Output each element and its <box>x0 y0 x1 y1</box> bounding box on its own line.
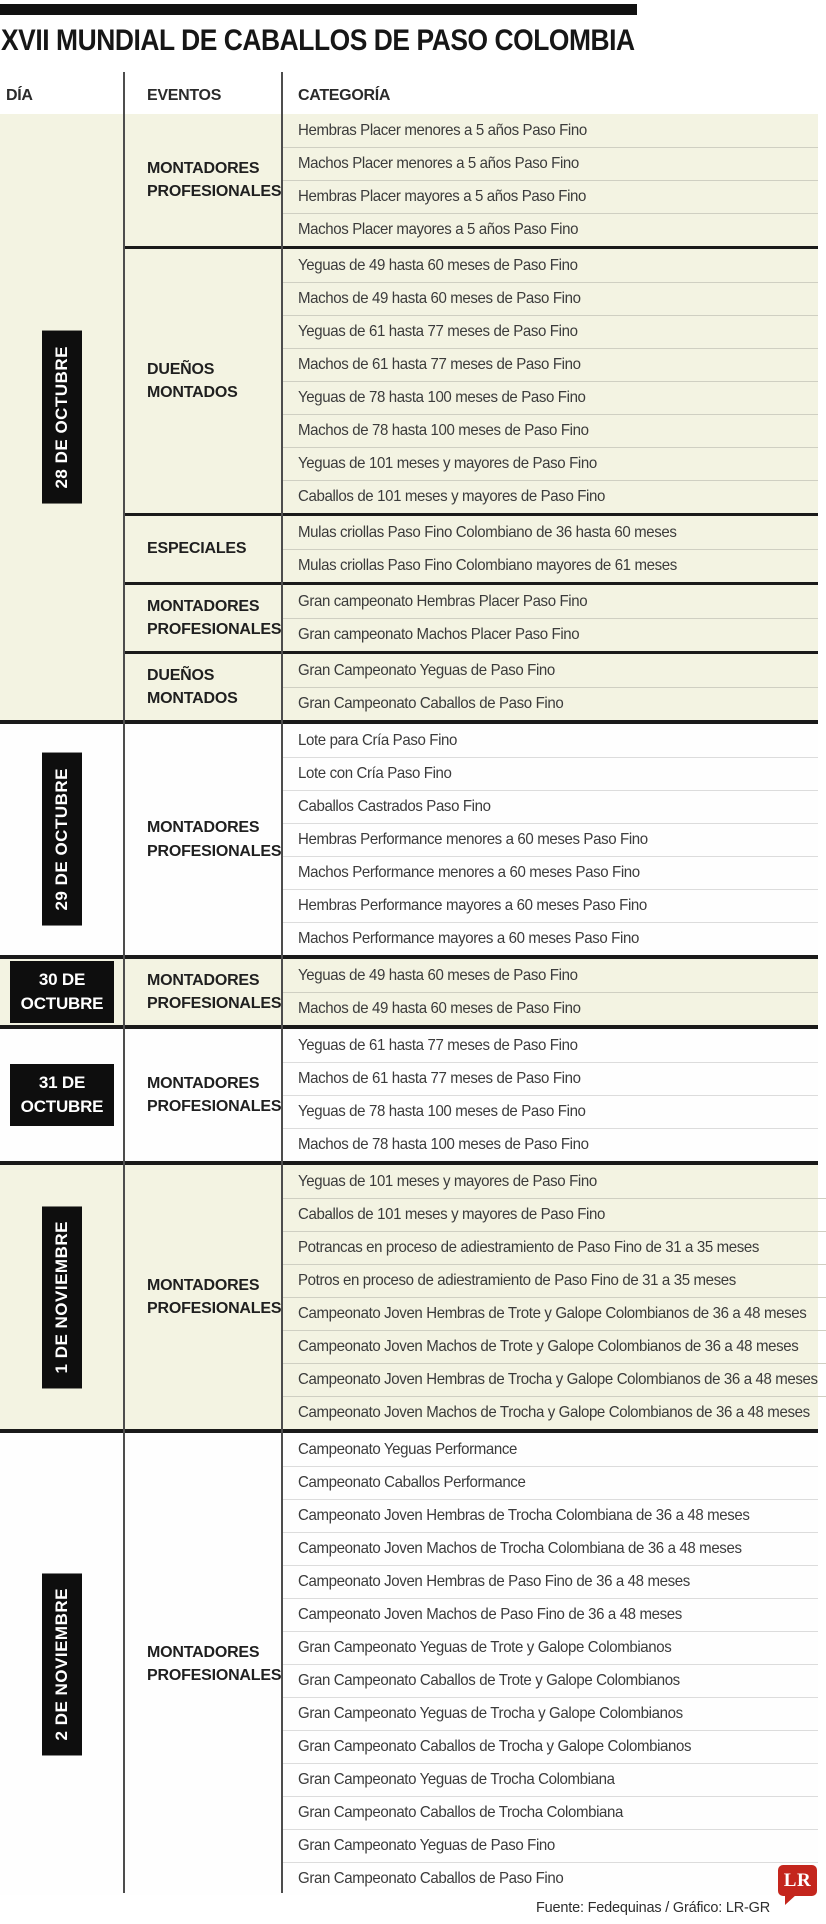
event-label: MONTADORES PROFESIONALES <box>147 1276 282 1317</box>
category-row <box>282 790 818 823</box>
category-row <box>282 414 818 447</box>
category-label: Hembras Performance mayores a 60 meses Paso Fino <box>298 897 647 914</box>
column-divider-events-category <box>281 72 283 1893</box>
category-label: Gran Campeonato Yeguas de Trocha Colombiana <box>298 1771 615 1788</box>
category-row <box>282 381 818 414</box>
category-label: Campeonato Joven Machos de Paso Fino de 36 a 48 meses <box>298 1606 682 1623</box>
category-label: Campeonato Joven Hembras de Paso Fino de 36 a 48 meses <box>298 1573 690 1590</box>
event-label: DUEÑOS MONTADOS <box>147 666 238 707</box>
event-label: MONTADORES PROFESIONALES <box>147 819 282 860</box>
category-row <box>282 180 818 213</box>
category-label: Campeonato Joven Machos de Trote y Galope Colombianos de 36 a 48 meses <box>298 1338 799 1355</box>
category-row <box>282 1363 826 1396</box>
event-cell <box>124 1029 282 1161</box>
category-label: Gran Campeonato Caballos de Trote y Galope Colombianos <box>298 1672 680 1689</box>
category-row <box>282 823 818 856</box>
category-row <box>282 1862 818 1895</box>
day-box <box>10 961 114 1023</box>
category-row <box>282 1466 818 1499</box>
category-label: Hembras Placer mayores a 5 años Paso Fino <box>298 188 587 205</box>
category-row <box>282 114 818 147</box>
category-list <box>282 114 818 246</box>
category-label: Yeguas de 61 hasta 77 meses de Paso Fino <box>298 323 578 340</box>
section-groups <box>124 724 818 955</box>
category-label: Machos de 61 hasta 77 meses de Paso Fino <box>298 1070 581 1087</box>
category-label: Caballos Castrados Paso Fino <box>298 798 491 815</box>
category-row <box>282 1697 818 1730</box>
category-list <box>282 1165 826 1429</box>
category-row <box>282 1631 818 1664</box>
category-row <box>282 1565 818 1598</box>
event-label: MONTADORES PROFESIONALES <box>147 1074 282 1115</box>
day-cell <box>0 1165 124 1429</box>
category-label: Gran Campeonato Caballos de Paso Fino <box>298 695 564 712</box>
category-row <box>282 1029 818 1062</box>
lr-logo <box>778 1865 817 1896</box>
day-cell <box>0 114 124 720</box>
category-row <box>282 654 818 687</box>
event-cell <box>124 959 282 1025</box>
infographic <box>0 4 826 1924</box>
source-credit: Fuente: Fedequinas / Gráfico: LR-GR <box>536 1900 770 1916</box>
day-label: 30 DE OCTUBRE <box>20 970 104 1013</box>
category-label: Yeguas de 101 meses y mayores de Paso Fino <box>298 455 597 472</box>
category-label: Lote con Cría Paso Fino <box>298 765 452 782</box>
category-row <box>282 992 818 1025</box>
event-group <box>124 246 818 513</box>
category-row <box>282 1062 818 1095</box>
event-cell <box>124 516 282 582</box>
category-label: Hembras Placer menores a 5 años Paso Fino <box>298 121 587 139</box>
event-group <box>124 651 818 720</box>
column-divider-day-events <box>123 72 125 1893</box>
category-label: Potrancas en proceso de adiestramiento de Paso Fino de 31 a 35 meses <box>298 1239 760 1256</box>
event-label: MONTADORES PROFESIONALES <box>147 1643 282 1684</box>
category-row <box>282 1264 826 1297</box>
category-list <box>282 1433 818 1895</box>
day-cell <box>0 1433 124 1895</box>
category-row <box>282 249 818 282</box>
category-list <box>282 654 818 720</box>
category-row <box>282 1128 818 1161</box>
day-box <box>42 331 82 504</box>
category-label: Yeguas de 61 hasta 77 meses de Paso Fino <box>298 1036 578 1054</box>
category-row <box>282 1297 826 1330</box>
section-groups <box>124 959 818 1025</box>
category-label: Hembras Performance menores a 60 meses Paso Fino <box>298 831 648 848</box>
category-list <box>282 1029 818 1161</box>
category-row <box>282 348 818 381</box>
event-group <box>124 1165 826 1429</box>
category-row <box>282 480 818 513</box>
day-box <box>42 1206 82 1388</box>
category-row <box>282 147 818 180</box>
category-row <box>282 1095 818 1128</box>
category-label: Campeonato Caballos Performance <box>298 1474 526 1491</box>
day-box <box>42 753 82 926</box>
category-list <box>282 724 818 955</box>
day-box <box>10 1064 114 1126</box>
category-list <box>282 959 818 1025</box>
category-row <box>282 1532 818 1565</box>
category-label: Mulas criollas Paso Fino Colombiano de 36 hasta 60 meses <box>298 523 677 541</box>
category-label: Machos de 49 hasta 60 meses de Paso Fino <box>298 290 581 307</box>
day-cell <box>0 959 124 1025</box>
category-list <box>282 585 818 651</box>
event-group <box>124 724 818 955</box>
category-row <box>282 1433 818 1466</box>
category-label: Machos Placer menores a 5 años Paso Fino <box>298 155 579 172</box>
lr-logo-text: LR <box>783 1869 812 1891</box>
day-cell <box>0 724 124 955</box>
event-cell <box>124 1433 282 1895</box>
category-row <box>282 1796 818 1829</box>
column-header-category: CATEGORÍA <box>298 87 391 104</box>
category-label: Yeguas de 49 hasta 60 meses de Paso Fino <box>298 256 578 274</box>
category-label: Potros en proceso de adiestramiento de Paso Fino de 31 a 35 meses <box>298 1272 736 1289</box>
category-label: Machos de 49 hasta 60 meses de Paso Fino <box>298 1000 581 1017</box>
event-group <box>124 114 818 246</box>
category-label: Lote para Cría Paso Fino <box>298 731 458 749</box>
category-label: Gran campeonato Machos Placer Paso Fino <box>298 626 580 643</box>
section-groups <box>124 1433 818 1895</box>
category-label: Gran Campeonato Yeguas de Trote y Galope Colombianos <box>298 1639 672 1656</box>
section-groups <box>124 114 818 720</box>
event-cell <box>124 114 282 246</box>
page-title <box>1 22 826 60</box>
event-label: MONTADORES PROFESIONALES <box>147 159 282 200</box>
title-bar <box>0 4 637 15</box>
event-label: DUEÑOS MONTADOS <box>147 360 238 401</box>
category-label: Gran Campeonato Caballos de Trocha Colombiana <box>298 1804 624 1821</box>
event-group <box>124 1029 818 1161</box>
event-cell <box>124 249 282 513</box>
category-label: Machos de 78 hasta 100 meses de Paso Fino <box>298 422 589 439</box>
category-list <box>282 249 818 513</box>
event-cell <box>124 654 282 720</box>
category-row <box>282 1499 818 1532</box>
category-row <box>282 282 818 315</box>
category-label: Campeonato Joven Hembras de Trocha Colombiana de 36 a 48 meses <box>298 1507 750 1524</box>
section-groups <box>124 1165 826 1429</box>
category-row <box>282 1829 818 1862</box>
category-row <box>282 922 818 955</box>
column-header-events: EVENTOS <box>147 87 222 104</box>
category-row <box>282 516 818 549</box>
category-label: Machos Performance mayores a 60 meses Paso Fino <box>298 930 639 947</box>
event-label: ESPECIALES <box>147 540 247 558</box>
category-row <box>282 1763 818 1796</box>
category-row <box>282 687 818 720</box>
category-label: Yeguas de 78 hasta 100 meses de Paso Fino <box>298 1103 586 1120</box>
category-row <box>282 724 818 757</box>
category-label: Machos de 61 hasta 77 meses de Paso Fino <box>298 356 581 373</box>
category-label: Machos de 78 hasta 100 meses de Paso Fino <box>298 1136 589 1153</box>
category-row <box>282 1396 826 1429</box>
event-group <box>124 1433 818 1895</box>
category-label: Gran campeonato Hembras Placer Paso Fino <box>298 592 588 610</box>
event-label: MONTADORES PROFESIONALES <box>147 971 282 1012</box>
category-label: Gran Campeonato Yeguas de Paso Fino <box>298 661 555 679</box>
category-row <box>282 1198 826 1231</box>
category-label: Yeguas de 78 hasta 100 meses de Paso Fino <box>298 389 586 406</box>
category-row <box>282 889 818 922</box>
category-label: Mulas criollas Paso Fino Colombiano mayores de 61 meses <box>298 557 677 574</box>
category-label: Campeonato Joven Hembras de Trocha y Galope Colombianos de 36 a 48 meses <box>298 1371 818 1388</box>
day-label: 2 DE NOVIEMBRE <box>52 1587 71 1741</box>
category-label: Gran Campeonato Yeguas de Trocha y Galope Colombianos <box>298 1705 683 1722</box>
event-group <box>124 959 818 1025</box>
event-cell <box>124 1165 282 1429</box>
day-label: 28 DE OCTUBRE <box>52 345 71 489</box>
category-row <box>282 1730 818 1763</box>
day-label: 29 DE OCTUBRE <box>52 768 71 911</box>
category-row <box>282 1231 826 1264</box>
category-label: Caballos de 101 meses y mayores de Paso Fino <box>298 1206 605 1223</box>
category-row <box>282 1165 826 1198</box>
category-row <box>282 1330 826 1363</box>
column-header-day: DÍA <box>6 87 33 104</box>
category-row <box>282 447 818 480</box>
category-row <box>282 856 818 889</box>
category-label: Campeonato Joven Machos de Trocha Colombiana de 36 a 48 meses <box>298 1540 742 1557</box>
category-row <box>282 315 818 348</box>
day-cell <box>0 1029 124 1161</box>
category-label: Gran Campeonato Yeguas de Paso Fino <box>298 1837 555 1854</box>
category-label: Campeonato Yeguas Performance <box>298 1440 518 1458</box>
category-row <box>282 618 818 651</box>
category-label: Campeonato Joven Machos de Trocha y Galope Colombianos de 36 a 48 meses <box>298 1404 810 1421</box>
day-box <box>42 1573 82 1755</box>
day-label: 1 DE NOVIEMBRE <box>52 1220 71 1374</box>
event-group <box>124 582 818 651</box>
category-row <box>282 959 818 992</box>
event-cell <box>124 724 282 955</box>
category-row <box>282 1664 818 1697</box>
category-list <box>282 516 818 582</box>
category-label: Gran Campeonato Caballos de Trocha y Galope Colombianos <box>298 1738 692 1755</box>
category-row <box>282 585 818 618</box>
category-label: Machos Placer mayores a 5 años Paso Fino <box>298 221 579 238</box>
category-label: Caballos de 101 meses y mayores de Paso Fino <box>298 488 605 505</box>
event-cell <box>124 585 282 651</box>
category-label: Yeguas de 49 hasta 60 meses de Paso Fino <box>298 966 578 984</box>
category-label: Machos Performance menores a 60 meses Paso Fino <box>298 864 640 881</box>
section-groups <box>124 1029 818 1161</box>
category-label: Yeguas de 101 meses y mayores de Paso Fino <box>298 1172 597 1190</box>
category-row <box>282 1598 818 1631</box>
event-label: MONTADORES PROFESIONALES <box>147 597 282 638</box>
event-group <box>124 513 818 582</box>
category-row <box>282 549 818 582</box>
page-title-text: XVII MUNDIAL DE CABALLOS DE PASO COLOMBIA <box>1 24 635 57</box>
category-row <box>282 213 818 246</box>
category-label: Gran Campeonato Caballos de Paso Fino <box>298 1870 564 1887</box>
category-label: Campeonato Joven Hembras de Trote y Galope Colombianos de 36 a 48 meses <box>298 1305 807 1322</box>
day-label: 31 DE OCTUBRE <box>20 1073 104 1116</box>
category-row <box>282 757 818 790</box>
schedule-table <box>0 68 818 1895</box>
